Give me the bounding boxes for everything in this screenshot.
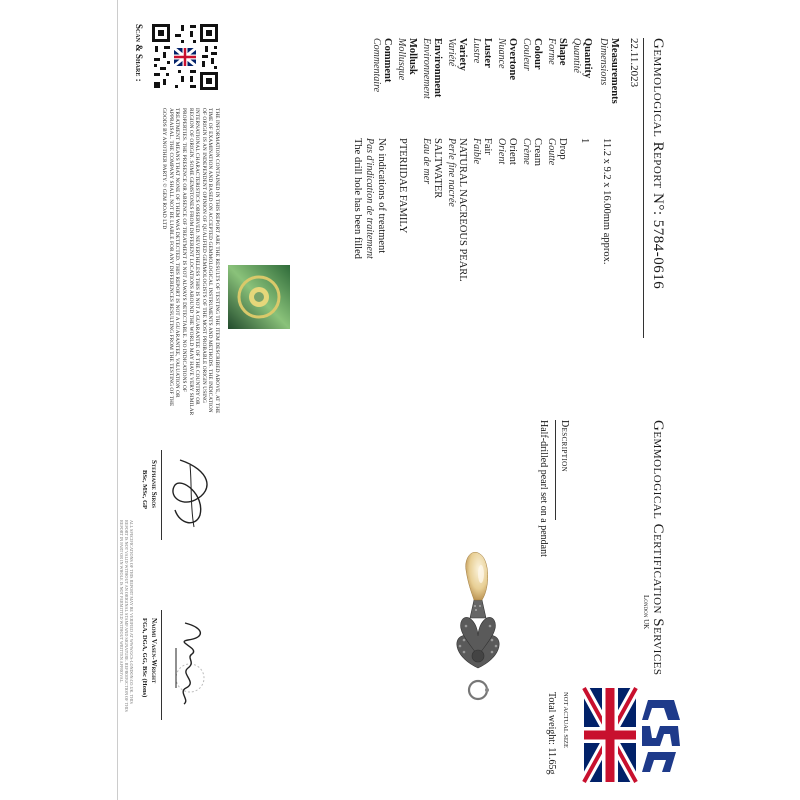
comment-extra: The drill hole has been filled — [352, 138, 363, 260]
field-label-fr: Couleur — [521, 38, 532, 71]
report-date: 22.11.2023 — [628, 38, 640, 88]
signature-2-credentials: FGA, DGA, GG, BSc (Hons) — [141, 618, 148, 698]
signature-2-name: Naomi Vasen-Wright — [150, 618, 158, 684]
field-value-fr: Perle fine nacrée — [446, 138, 457, 207]
signature-1-line — [161, 450, 162, 540]
field-label-fr: Quantité — [571, 38, 582, 73]
field-label: Measurements — [609, 38, 620, 104]
company-name: Gemmological Certification Services — [650, 420, 666, 676]
field-value: No indications of treatment — [376, 138, 387, 254]
certificate-page — [110, 0, 690, 800]
signature-2-line — [161, 610, 162, 720]
field-label-fr: Mollusque — [396, 38, 407, 81]
total-weight: Total weight: 11.65g — [546, 692, 557, 775]
signature-1-credentials: BSc, MSc, GP — [141, 470, 148, 509]
field-value: Orient — [507, 138, 518, 165]
union-jack-icon — [584, 688, 636, 782]
field-value-fr: Goutte — [546, 138, 557, 166]
field-label-fr: Environnement — [421, 38, 432, 99]
title-underline — [643, 38, 644, 338]
signature-1-name: Stephanie Siros — [150, 460, 158, 508]
page-edge — [117, 0, 118, 800]
field-value-fr: Faible — [471, 138, 482, 165]
description-heading: Description — [559, 420, 570, 473]
field-label: Luster — [482, 38, 493, 68]
description-underline — [555, 420, 556, 520]
field-label: Variety — [457, 38, 468, 71]
company-location: London UK — [642, 595, 650, 630]
field-label-fr: Commentaire — [371, 38, 382, 93]
disclaimer: THE INFORMATION CONTAINED IN THIS REPORT ARE THE RESULTS OF TESTING THE ITEM DESCRIBED ABOVE, AT THE TIME OF EXAMINATION AND BASED ON ACCEPTED GEMMOLOGICAL INSTRUMENTS AND METHODS. THE INDICATION OF ORIGIN IS AN INDEPENDENT OPINION OF QUALIFIED GEMMOLOGISTS OF THE MOST PROBABLE ORIGIN USING INTERNATIONAL CHARACTERISTICS OBSERVED. NEVERTHELESS THIS IS NOT A GUARANTEE OF THE COUNTRY OR REGION OF ORIGIN. SOME GEMSTONES FROM DIFFERENT LOCATIONS AROUND THE WORLD MAY HAVE VERY SIMILAR PROPERTIES. THE PRESENCE OR ABSENCE OF TREATMENT IS NOT ALWAYS DETECTABLE. NO INDICATIONS OF TREATMENT MEANS THAT NONE OF THEM WAS DETECTED. THIS REPORT IS NOT A GUARANTEE, VALUATION OR APPRAISAL. THE COMPANY SHALL NOT BE LIABLE FOR ANY DIFFERENCES RESULTING FROM THE TESTING OF THE GOODS BY ANOTHER PARTY. © GEM ROAD LTD — [161, 108, 220, 416]
field-label: Shape — [557, 38, 568, 66]
scan-share-label: Scan & Share : — [134, 24, 144, 82]
field-value: NATURAL NACREOUS PEARL — [457, 138, 468, 282]
field-label-fr: Variété — [446, 38, 457, 67]
field-value: Cream — [532, 138, 543, 166]
description-text: Half-drilled pearl set on a pendant — [538, 420, 549, 557]
field-label: Colour — [532, 38, 543, 70]
qr-code[interactable] — [145, 22, 220, 92]
signature-2-mark — [155, 618, 220, 708]
field-label: Quantity — [582, 38, 593, 79]
field-label-fr: Forme — [546, 38, 557, 65]
field-value: Drop — [557, 138, 568, 160]
field-value: Fair — [482, 138, 493, 155]
field-value-fr: Pas d'indication de traitement — [364, 138, 375, 259]
footnote: ALL SPECIFICATIONS OF THIS REPORT MAY BE VERIFIED AT WWW.GCS-LONDON.CO.UK. THIS REPORT IS NOT VALID WITHOUT AN ORIGINAL STAMP AND SIGNATURE. REPRODUCTION OF THIS REPORT IN PART OR IN WHOLE IS NOT PERMITTED WITHOUT WRITTEN APPROVAL. — [118, 520, 134, 712]
field-value-fr: Orient — [496, 138, 507, 165]
field-value: 1 — [579, 138, 590, 144]
not-actual-size: NOT ACTUAL SIZE — [562, 692, 569, 748]
hologram-seal — [223, 265, 290, 329]
field-value-fr: Eau de mer — [421, 138, 432, 185]
field-value: SALTWATER — [432, 138, 443, 199]
field-label: Mollusk — [407, 38, 418, 75]
field-label-fr: Nuance — [496, 38, 507, 69]
field-label: Comment — [382, 38, 393, 83]
signature-1-mark — [155, 455, 220, 535]
pendant-image — [415, 540, 530, 710]
field-label: Environment — [432, 38, 443, 98]
field-value: PTERIIDAE FAMILY — [397, 138, 408, 234]
report-title: Gemmological Report N°: 5784-0616 — [650, 38, 666, 290]
field-value-fr: Crème — [521, 138, 532, 165]
field-value: 11.2 x 9.2 x 16.00mm approx. — [601, 138, 612, 265]
field-label-fr: Dimensions — [598, 38, 609, 86]
field-label: Overtone — [507, 38, 518, 80]
gcs-logo — [577, 680, 682, 788]
field-label-fr: Lustre — [471, 38, 482, 64]
